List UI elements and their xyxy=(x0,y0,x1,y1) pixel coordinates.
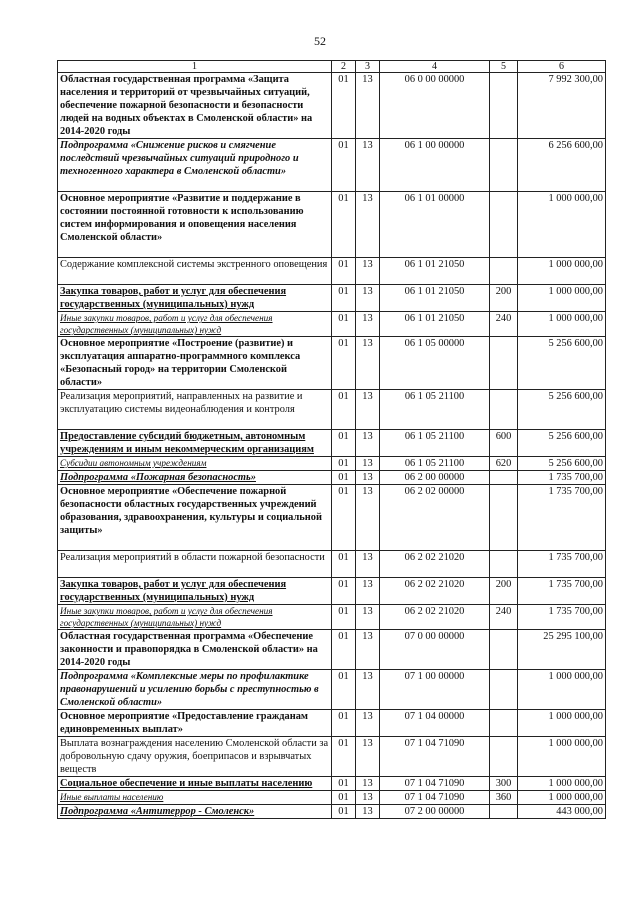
amount-cell: 1 000 000,00 xyxy=(518,670,606,710)
target-article-cell: 06 1 05 21100 xyxy=(380,457,490,471)
table-row xyxy=(58,777,606,791)
expense-type-cell xyxy=(490,139,518,192)
target-article-cell: 06 1 01 21050 xyxy=(380,312,490,337)
row-name-cell: Подпрограмма «Снижение рисков и смягчение последствий чрезвычайных ситуаций природного и техногенного характера в Смоленской области» xyxy=(58,139,332,192)
row-name-cell: Социальное обеспечение и иные выплаты населению xyxy=(58,777,332,791)
subsection-code-cell: 13 xyxy=(356,430,380,457)
expense-type-cell xyxy=(490,258,518,285)
table-row xyxy=(58,337,606,390)
subsection-code-cell: 13 xyxy=(356,605,380,630)
expense-type-cell xyxy=(490,485,518,551)
subsection-code-cell: 13 xyxy=(356,791,380,805)
amount-cell: 25 295 100,00 xyxy=(518,630,606,670)
row-name-cell: Реализация мероприятий, направленных на развитие и эксплуатацию системы видеонаблюдения и контроля xyxy=(58,390,332,430)
subsection-code-cell: 13 xyxy=(356,630,380,670)
table-row xyxy=(58,670,606,710)
target-article-cell: 06 1 05 21100 xyxy=(380,390,490,430)
section-code-cell: 01 xyxy=(332,630,356,670)
target-article-cell: 07 0 00 00000 xyxy=(380,630,490,670)
table-row xyxy=(58,578,606,605)
subsection-code-cell: 13 xyxy=(356,805,380,819)
row-name-cell: Содержание комплексной системы экстренного оповещения xyxy=(58,258,332,285)
row-name-cell: Иные закупки товаров, работ и услуг для обеспечения государственных (муниципальных) нужд xyxy=(58,605,332,630)
section-code-cell: 01 xyxy=(332,192,356,258)
table-row xyxy=(58,710,606,737)
expense-type-cell xyxy=(490,630,518,670)
subsection-code-cell: 13 xyxy=(356,192,380,258)
header-cell: 6 xyxy=(518,61,606,73)
amount-cell: 5 256 600,00 xyxy=(518,457,606,471)
expense-type-cell xyxy=(490,390,518,430)
amount-cell: 1 000 000,00 xyxy=(518,737,606,777)
target-article-cell: 06 1 05 00000 xyxy=(380,337,490,390)
section-code-cell: 01 xyxy=(332,578,356,605)
row-name-cell: Основное мероприятие «Предоставление гражданам единовременных выплат» xyxy=(58,710,332,737)
table-row xyxy=(58,805,606,819)
row-name-cell: Иные выплаты населению xyxy=(58,791,332,805)
row-name-cell: Основное мероприятие «Обеспечение пожарной безопасности областных государственных учреждений образования, здравоохранения, культуры и социальной защиты» xyxy=(58,485,332,551)
page-number: 52 xyxy=(314,34,326,48)
section-code-cell: 01 xyxy=(332,777,356,791)
expense-type-cell xyxy=(490,551,518,578)
subsection-code-cell: 13 xyxy=(356,471,380,485)
table-row xyxy=(58,73,606,139)
section-code-cell: 01 xyxy=(332,285,356,312)
header-cell: 3 xyxy=(356,61,380,73)
header-cell: 2 xyxy=(332,61,356,73)
target-article-cell: 07 2 00 00000 xyxy=(380,805,490,819)
subsection-code-cell: 13 xyxy=(356,710,380,737)
section-code-cell: 01 xyxy=(332,670,356,710)
target-article-cell: 06 2 02 21020 xyxy=(380,551,490,578)
table-row xyxy=(58,630,606,670)
subsection-code-cell: 13 xyxy=(356,457,380,471)
amount-cell: 1 000 000,00 xyxy=(518,791,606,805)
target-article-cell: 06 2 02 21020 xyxy=(380,578,490,605)
expense-type-cell xyxy=(490,471,518,485)
table-row xyxy=(58,457,606,471)
section-code-cell: 01 xyxy=(332,258,356,285)
section-code-cell: 01 xyxy=(332,73,356,139)
table-row xyxy=(58,471,606,485)
row-name-cell: Областная государственная программа «Обеспечение законности и правопорядка в Смоленской области» на 2014-2020 годы xyxy=(58,630,332,670)
expense-type-cell: 620 xyxy=(490,457,518,471)
target-article-cell: 06 1 01 21050 xyxy=(380,285,490,312)
row-name-cell: Основное мероприятие «Развитие и поддержание в состоянии постоянной готовности к использованию систем информирования и оповещения населения Смоленской области» xyxy=(58,192,332,258)
expense-type-cell xyxy=(490,737,518,777)
amount-cell: 1 000 000,00 xyxy=(518,710,606,737)
amount-cell: 6 256 600,00 xyxy=(518,139,606,192)
amount-cell: 5 256 600,00 xyxy=(518,430,606,457)
expense-type-cell xyxy=(490,670,518,710)
row-name-cell: Предоставление субсидий бюджетным, автономным учреждениям и иным некоммерческим организациям xyxy=(58,430,332,457)
section-code-cell: 01 xyxy=(332,337,356,390)
amount-cell: 5 256 600,00 xyxy=(518,390,606,430)
target-article-cell: 06 1 00 00000 xyxy=(380,139,490,192)
subsection-code-cell: 13 xyxy=(356,258,380,285)
expense-type-cell: 240 xyxy=(490,312,518,337)
subsection-code-cell: 13 xyxy=(356,485,380,551)
row-name-cell: Субсидии автономным учреждениям xyxy=(58,457,332,471)
table-row xyxy=(58,485,606,551)
row-name-cell: Подпрограмма «Пожарная безопасность» xyxy=(58,471,332,485)
expense-type-cell: 200 xyxy=(490,578,518,605)
subsection-code-cell: 13 xyxy=(356,337,380,390)
subsection-code-cell: 13 xyxy=(356,312,380,337)
row-name-cell: Выплата вознаграждения населению Смоленской области за добровольную сдачу оружия, боеприпасов и взрывчатых веществ xyxy=(58,737,332,777)
target-article-cell: 07 1 04 71090 xyxy=(380,737,490,777)
row-name-cell: Подпрограмма «Антитеррор - Смоленск» xyxy=(58,805,332,819)
row-name-cell: Реализация мероприятий в области пожарной безопасности xyxy=(58,551,332,578)
expense-type-cell xyxy=(490,805,518,819)
section-code-cell: 01 xyxy=(332,139,356,192)
section-code-cell: 01 xyxy=(332,551,356,578)
section-code-cell: 01 xyxy=(332,390,356,430)
amount-cell: 1 000 000,00 xyxy=(518,777,606,791)
table-row xyxy=(58,312,606,337)
target-article-cell: 07 1 00 00000 xyxy=(380,670,490,710)
row-name-cell: Закупка товаров, работ и услуг для обеспечения государственных (муниципальных) нужд xyxy=(58,285,332,312)
amount-cell: 1 735 700,00 xyxy=(518,471,606,485)
row-name-cell: Подпрограмма «Комплексные меры по профилактике правонарушений и усилению борьбы с преступностью в Смоленской области» xyxy=(58,670,332,710)
table-row xyxy=(58,737,606,777)
target-article-cell: 07 1 04 00000 xyxy=(380,710,490,737)
amount-cell: 1 735 700,00 xyxy=(518,485,606,551)
row-name-cell: Иные закупки товаров, работ и услуг для обеспечения государственных (муниципальных) нужд xyxy=(58,312,332,337)
amount-cell: 443 000,00 xyxy=(518,805,606,819)
expense-type-cell: 240 xyxy=(490,605,518,630)
budget-table xyxy=(57,60,606,819)
target-article-cell: 06 2 00 00000 xyxy=(380,471,490,485)
target-article-cell: 06 1 01 00000 xyxy=(380,192,490,258)
subsection-code-cell: 13 xyxy=(356,551,380,578)
expense-type-cell xyxy=(490,337,518,390)
header-cell: 1 xyxy=(58,61,332,73)
subsection-code-cell: 13 xyxy=(356,139,380,192)
amount-cell: 1 000 000,00 xyxy=(518,258,606,285)
amount-cell: 5 256 600,00 xyxy=(518,337,606,390)
table-row xyxy=(58,139,606,192)
table-row xyxy=(58,605,606,630)
target-article-cell: 06 0 00 00000 xyxy=(380,73,490,139)
header-cell: 5 xyxy=(490,61,518,73)
expense-type-cell: 200 xyxy=(490,285,518,312)
amount-cell: 1 735 700,00 xyxy=(518,578,606,605)
section-code-cell: 01 xyxy=(332,737,356,777)
table-row xyxy=(58,285,606,312)
section-code-cell: 01 xyxy=(332,471,356,485)
expense-type-cell: 600 xyxy=(490,430,518,457)
section-code-cell: 01 xyxy=(332,710,356,737)
row-name-cell: Основное мероприятие «Построение (развитие) и эксплуатация аппаратно-программного комплекса «Безопасный город» на территории Смоленской области» xyxy=(58,337,332,390)
amount-cell: 1 735 700,00 xyxy=(518,551,606,578)
target-article-cell: 06 2 02 00000 xyxy=(380,485,490,551)
target-article-cell: 07 1 04 71090 xyxy=(380,791,490,805)
subsection-code-cell: 13 xyxy=(356,73,380,139)
amount-cell: 7 992 300,00 xyxy=(518,73,606,139)
section-code-cell: 01 xyxy=(332,805,356,819)
table-row xyxy=(58,192,606,258)
target-article-cell: 07 1 04 71090 xyxy=(380,777,490,791)
amount-cell: 1 735 700,00 xyxy=(518,605,606,630)
subsection-code-cell: 13 xyxy=(356,670,380,710)
header-cell: 4 xyxy=(380,61,490,73)
section-code-cell: 01 xyxy=(332,312,356,337)
section-code-cell: 01 xyxy=(332,430,356,457)
row-name-cell: Областная государственная программа «Защита населения и территорий от чрезвычайных ситуаций, обеспечение пожарной безопасности и безопасности людей на водных объектах в Смоленской области» на 2014-2020 годы xyxy=(58,73,332,139)
row-name-cell: Закупка товаров, работ и услуг для обеспечения государственных (муниципальных) нужд xyxy=(58,578,332,605)
expense-type-cell: 360 xyxy=(490,791,518,805)
table-row xyxy=(58,791,606,805)
table-row xyxy=(58,258,606,285)
section-code-cell: 01 xyxy=(332,791,356,805)
table-row xyxy=(58,390,606,430)
table-row xyxy=(58,551,606,578)
subsection-code-cell: 13 xyxy=(356,578,380,605)
subsection-code-cell: 13 xyxy=(356,390,380,430)
subsection-code-cell: 13 xyxy=(356,737,380,777)
target-article-cell: 06 1 05 21100 xyxy=(380,430,490,457)
target-article-cell: 06 1 01 21050 xyxy=(380,258,490,285)
expense-type-cell xyxy=(490,73,518,139)
subsection-code-cell: 13 xyxy=(356,777,380,791)
table-row xyxy=(58,430,606,457)
section-code-cell: 01 xyxy=(332,457,356,471)
subsection-code-cell: 13 xyxy=(356,285,380,312)
expense-type-cell xyxy=(490,192,518,258)
target-article-cell: 06 2 02 21020 xyxy=(380,605,490,630)
expense-type-cell xyxy=(490,710,518,737)
amount-cell: 1 000 000,00 xyxy=(518,312,606,337)
section-code-cell: 01 xyxy=(332,485,356,551)
amount-cell: 1 000 000,00 xyxy=(518,192,606,258)
amount-cell: 1 000 000,00 xyxy=(518,285,606,312)
header-row xyxy=(58,61,606,73)
section-code-cell: 01 xyxy=(332,605,356,630)
expense-type-cell: 300 xyxy=(490,777,518,791)
